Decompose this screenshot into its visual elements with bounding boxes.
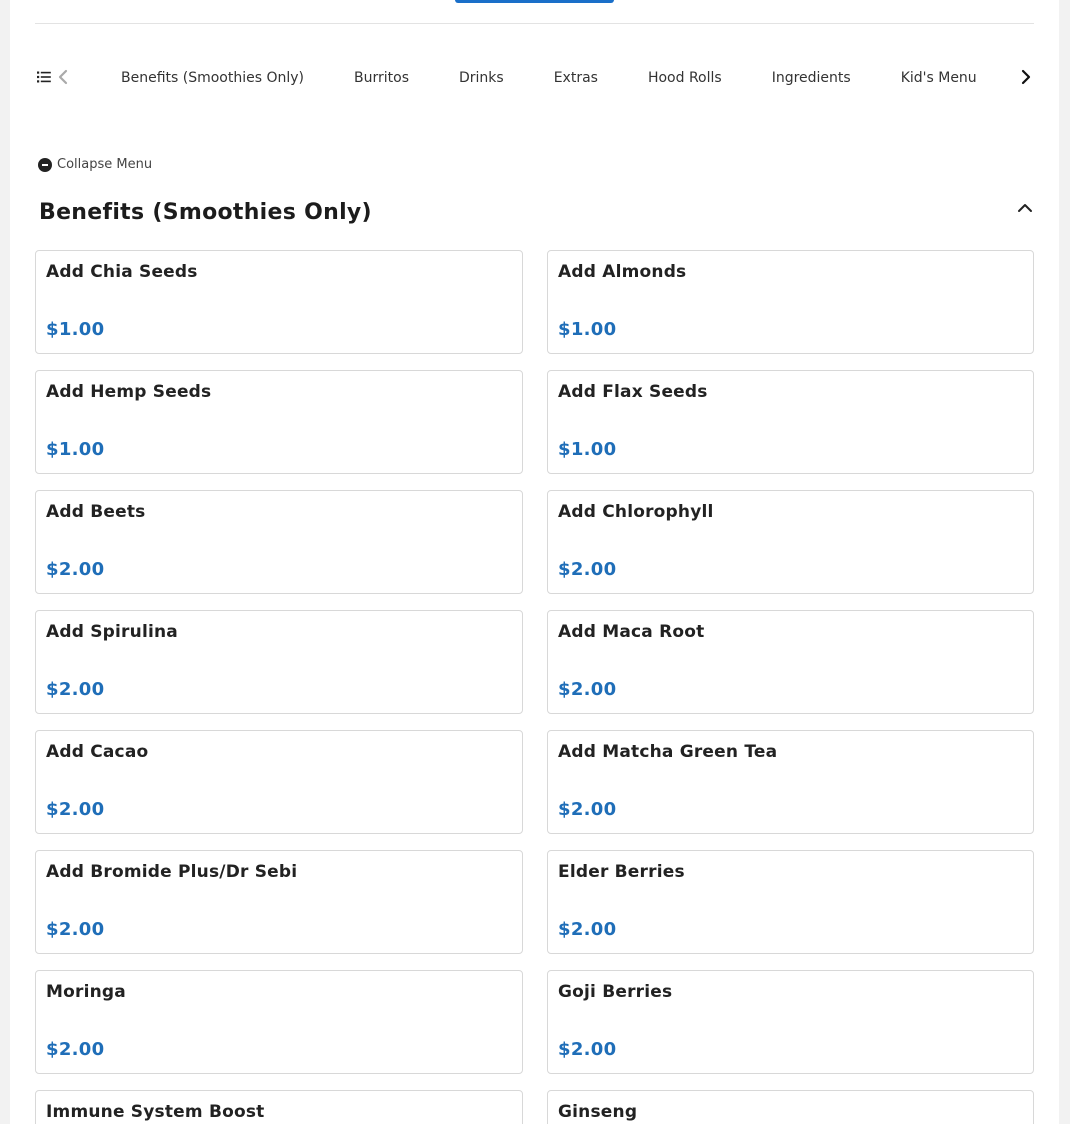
item-price: $2.00 (558, 799, 617, 820)
item-name: Immune System Boost (46, 1102, 265, 1122)
minus-circle-icon (38, 158, 52, 172)
item-price: $2.00 (46, 799, 105, 820)
item-name: Add Beets (46, 502, 146, 522)
tab-burritos[interactable]: Burritos (354, 70, 409, 86)
item-price: $2.00 (46, 1039, 105, 1060)
menu-item-card[interactable] (35, 490, 523, 594)
menu-item-card[interactable] (35, 370, 523, 474)
item-price: $2.00 (558, 1039, 617, 1060)
menu-item-card[interactable] (35, 970, 523, 1074)
item-name: Add Flax Seeds (558, 382, 708, 402)
item-name: Add Bromide Plus/Dr Sebi (46, 862, 298, 882)
item-name: Ginseng (558, 1102, 638, 1122)
item-name: Add Hemp Seeds (46, 382, 212, 402)
item-name: Add Chlorophyll (558, 502, 714, 522)
menu-item-card[interactable] (547, 1090, 1034, 1124)
item-price: $2.00 (46, 679, 105, 700)
menu-item-card[interactable] (35, 850, 523, 954)
page (10, 0, 1059, 1124)
tab-drinks[interactable]: Drinks (459, 70, 504, 86)
menu-items-grid (35, 250, 1034, 1124)
item-name: Add Almonds (558, 262, 687, 282)
menu-item-card[interactable] (547, 850, 1034, 954)
item-price: $2.00 (46, 919, 105, 940)
collapse-menu-button[interactable] (38, 157, 152, 172)
tab-benefits[interactable]: Benefits (Smoothies Only) (121, 70, 305, 86)
menu-item-card[interactable] (547, 730, 1034, 834)
active-top-tab-indicator[interactable] (455, 0, 614, 3)
item-name: Goji Berries (558, 982, 673, 1002)
chevron-up-icon[interactable] (1017, 202, 1033, 214)
chevron-left-icon[interactable] (57, 69, 69, 85)
category-tabs (121, 57, 1001, 99)
menu-item-card[interactable] (35, 1090, 523, 1124)
menu-item-card[interactable] (35, 730, 523, 834)
item-price: $1.00 (558, 439, 617, 460)
menu-item-card[interactable] (547, 490, 1034, 594)
collapse-menu-label: Collapse Menu (57, 157, 153, 172)
tab-hood-rolls[interactable]: Hood Rolls (647, 70, 722, 86)
menu-item-card[interactable] (547, 970, 1034, 1074)
category-nav (35, 57, 1034, 99)
menu-item-card[interactable] (547, 370, 1034, 474)
item-price: $1.00 (46, 439, 105, 460)
tab-extras[interactable]: Extras (553, 70, 598, 86)
item-name: Add Cacao (46, 742, 149, 762)
item-name: Add Maca Root (558, 622, 705, 642)
section-title: Benefits (Smoothies Only) (39, 200, 372, 225)
item-price: $2.00 (558, 919, 617, 940)
menu-item-card[interactable] (547, 250, 1034, 354)
item-name: Add Matcha Green Tea (558, 742, 778, 762)
menu-item-card[interactable] (35, 250, 523, 354)
item-price: $1.00 (46, 319, 105, 340)
item-price: $2.00 (558, 559, 617, 580)
item-name: Moringa (46, 982, 126, 1002)
menu-item-card[interactable] (35, 610, 523, 714)
menu-item-card[interactable] (547, 610, 1034, 714)
chevron-right-icon[interactable] (1020, 69, 1032, 85)
item-price: $2.00 (558, 679, 617, 700)
item-price: $1.00 (558, 319, 617, 340)
list-icon[interactable] (37, 70, 51, 84)
tab-ingredients[interactable]: Ingredients (771, 70, 851, 86)
item-name: Elder Berries (558, 862, 685, 882)
tab-kids-menu[interactable]: Kid's Menu (900, 70, 977, 86)
item-name: Add Spirulina (46, 622, 178, 642)
item-name: Add Chia Seeds (46, 262, 198, 282)
item-price: $2.00 (46, 559, 105, 580)
divider (35, 23, 1034, 24)
